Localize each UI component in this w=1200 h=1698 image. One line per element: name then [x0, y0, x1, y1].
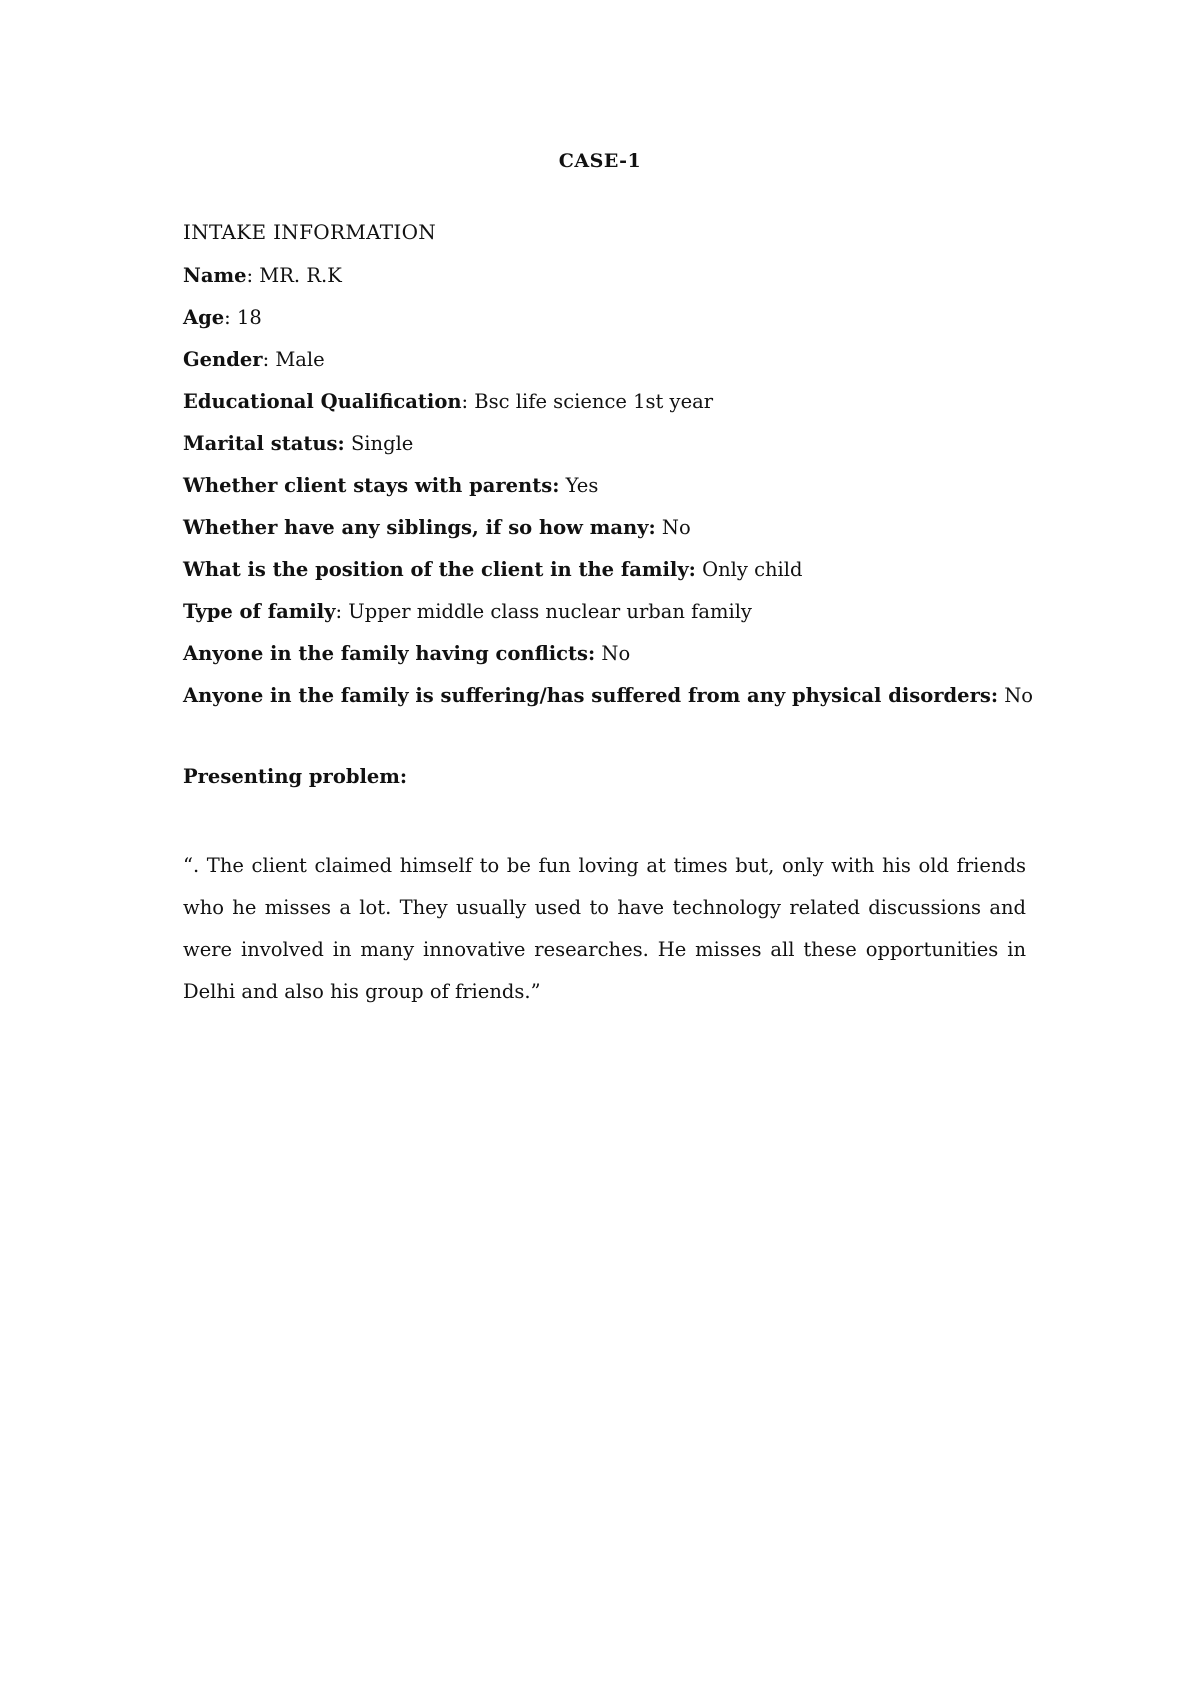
field-family-type: Type of family: Upper middle class nuclear urban family	[183, 600, 752, 623]
presenting-problem-text: “. The client claimed himself to be fun loving at times but, only with his old friends who he misses a lot. They usually used to have technology related discussions and were involved in many innovative researches. He misses all these opportunities in Delhi and also his group of friends.”	[183, 854, 1026, 1003]
field-value: Yes	[565, 474, 599, 497]
field-label: Name	[183, 264, 247, 287]
field-age: Age: 18	[183, 306, 262, 329]
field-value: 18	[236, 306, 262, 329]
field-siblings	[183, 514, 1043, 556]
field-label: Gender	[183, 348, 263, 371]
field-label: Whether have any siblings, if so how many:	[183, 516, 656, 539]
case-title: CASE-1	[558, 150, 642, 172]
intake-fields	[183, 262, 1043, 724]
field-education: Educational Qualification: Bsc life science 1st year	[183, 390, 714, 413]
field-label: Marital status:	[183, 432, 345, 455]
field-family-conflicts	[183, 640, 1043, 682]
field-value: No	[601, 642, 631, 665]
field-label: Educational Qualification	[183, 390, 462, 413]
field-gender: Gender: Male	[183, 348, 325, 371]
field-stays-with-parents	[183, 472, 1043, 514]
field-label: Type of family	[183, 600, 336, 623]
field-label: Anyone in the family having conflicts:	[183, 642, 596, 665]
field-value: No	[1004, 684, 1034, 707]
field-label: Anyone in the family is suffering/has suffered from any physical disorders:	[183, 684, 999, 707]
field-value: No	[661, 516, 691, 539]
field-name: Name: MR. R.K	[183, 264, 342, 287]
field-value: Only child	[702, 558, 803, 581]
field-label: Age	[183, 306, 225, 329]
field-position-in-family	[183, 556, 1043, 598]
field-label: What is the position of the client in the family:	[183, 558, 696, 581]
intake-heading: INTAKE INFORMATION	[183, 220, 437, 244]
field-value: Bsc life science 1st year	[474, 390, 714, 413]
field-value: MR. R.K	[259, 264, 342, 287]
field-marital-status	[183, 430, 1043, 472]
presenting-problem-heading: Presenting problem:	[183, 765, 408, 788]
field-value: Upper middle class nuclear urban family	[348, 600, 752, 623]
field-value: Single	[350, 432, 414, 455]
field-value: Male	[275, 348, 325, 371]
field-physical-disorders	[183, 682, 1043, 724]
field-label: Whether client stays with parents:	[183, 474, 560, 497]
